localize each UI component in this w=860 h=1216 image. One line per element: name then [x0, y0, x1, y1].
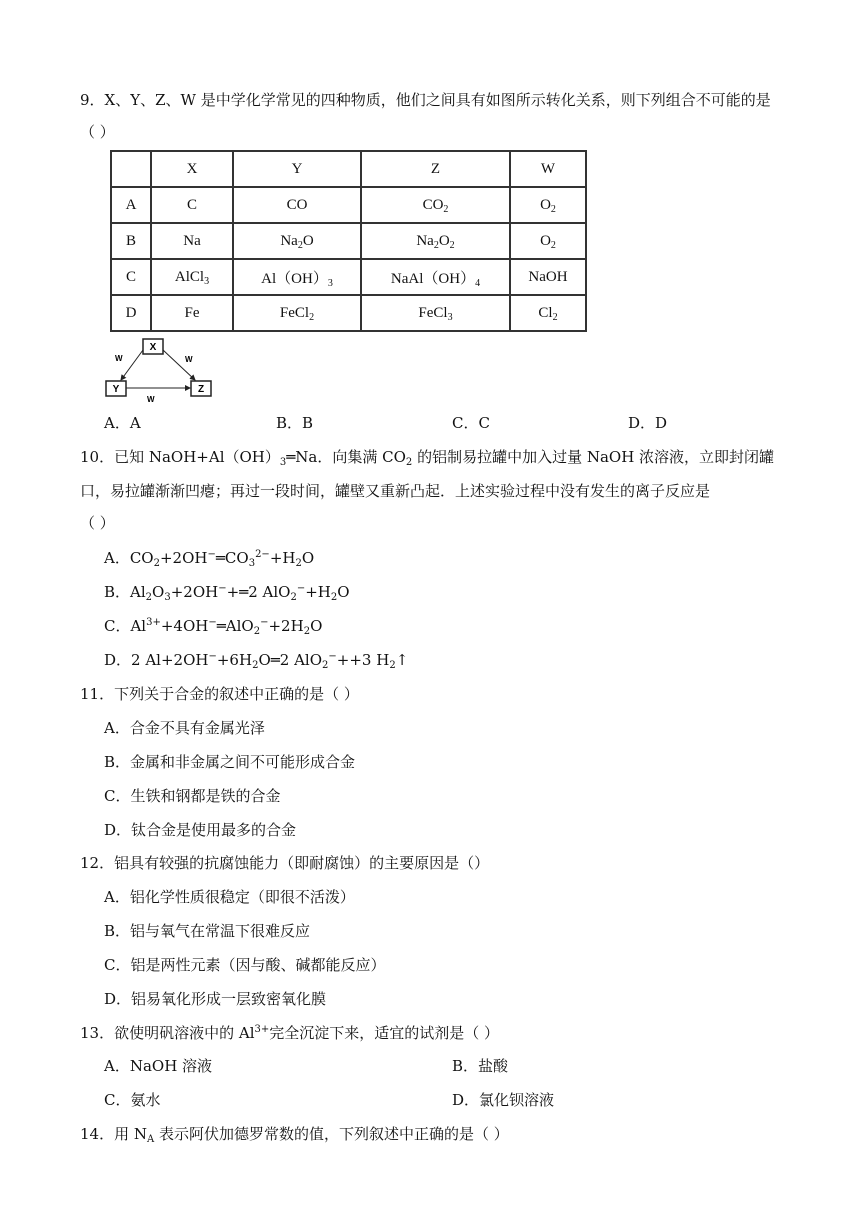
cell-z: $NaAl(OH)_4$ — [361, 259, 510, 295]
diagram-label-y: Y — [112, 384, 120, 395]
q11-option-a: A．合金不具有金属光泽 — [104, 719, 265, 737]
row-label: A — [111, 187, 151, 223]
cell-y: $Na_2O$ — [233, 223, 361, 259]
diagram-label-z: Z — [197, 384, 205, 395]
cell-y: CO — [233, 187, 361, 223]
q10-option-a: A．$CO_2+2OH^-═CO_3^{2-}+H_2O$ — [104, 549, 315, 569]
row-label: B — [111, 223, 151, 259]
q10-stem-line2: 口，易拉罐渐渐凹瘪；再过一段时间，罐壁又重新凸起．上述实验过程中没有发生的离子反应是 — [80, 482, 711, 500]
cell-w: $O_2$ — [510, 223, 586, 259]
q12-option-c: C．铝是两性元素（因与酸、碱都能反应） — [104, 956, 386, 974]
q11-option-d: D．钛合金是使用最多的合金 — [104, 821, 297, 839]
table-row — [111, 259, 586, 295]
q11-option-b: B．金属和非金属之间不可能形成合金 — [104, 753, 356, 771]
q13-option-a: A．NaOH 溶液 — [104, 1057, 213, 1075]
cell-y: $Al(OH)_3$ — [233, 259, 361, 295]
cell-z: FeCl$_3$ — [361, 295, 510, 331]
q9-option-b: B．B — [276, 414, 314, 432]
table-header-row — [111, 151, 586, 187]
table-row — [111, 295, 586, 331]
q12-option-a: A．铝化学性质很稳定（即很不活泼） — [104, 888, 355, 906]
diagram-w-label: W — [185, 355, 193, 364]
q9-stem-line2: （ ） — [80, 123, 115, 141]
row-label: D — [111, 295, 151, 331]
arrow-x-to-y — [121, 350, 143, 380]
q9-option-d: D．D — [628, 414, 668, 432]
conversion-diagram — [103, 336, 223, 406]
q13-option-d: D．氯化钡溶液 — [452, 1091, 555, 1109]
diagram-w-label: W — [115, 354, 123, 363]
cell-w: $O_2$ — [510, 187, 586, 223]
q12-stem: 12．铝具有较强的抗腐蚀能力（即耐腐蚀）的主要原因是（） — [80, 854, 490, 872]
q13-stem: 13．欲使明矾溶液中的 $Al^{3+}$完全沉淀下来，适宜的试剂是（ ） — [80, 1024, 500, 1042]
cell-y: FeCl$_2$ — [233, 295, 361, 331]
cell-z: $CO_2$ — [361, 187, 510, 223]
table-header-cell: Z — [361, 151, 510, 187]
row-label: C — [111, 259, 151, 295]
q9-stem-line1: 9．X、Y、Z、W 是中学化学常见的四种物质，他们之间具有如图所示转化关系，则下列组合不可能的是 — [80, 91, 771, 109]
cell-w: $Cl_2$ — [510, 295, 586, 331]
q11-stem: 11．下列关于合金的叙述中正确的是（ ） — [80, 685, 359, 703]
q14-stem: 14．用 $N_A$ 表示阿伏加德罗常数的值，下列叙述中正确的是（ ） — [80, 1125, 509, 1145]
table-header-cell: X — [151, 151, 233, 187]
table-row — [111, 187, 586, 223]
q9-table — [110, 150, 587, 332]
table-header-cell: Y — [233, 151, 361, 187]
cell-x: C — [151, 187, 233, 223]
q11-option-c: C．生铁和钢都是铁的合金 — [104, 787, 281, 805]
cell-x: Na — [151, 223, 233, 259]
cell-w: NaOH — [510, 259, 586, 295]
q10-option-c: C．$Al^{3+}+4OH^-═AlO_2^-+2H_2O$ — [104, 617, 323, 637]
cell-x: Fe — [151, 295, 233, 331]
q10-stem-line3: （ ） — [80, 514, 115, 532]
table-row — [111, 223, 586, 259]
q10-option-d: D．2 $Al+2OH^-+6H_2O═2$ AlO$_2$−++3 $H_2↑$ — [104, 651, 409, 671]
table-header-cell: W — [510, 151, 586, 187]
q10-stem-line1: 10．已知 $NaOH+Al(OH)_3═Na$．向集满 $CO_2$ 的铝制易拉罐中加入过量 NaOH 浓溶液，立即封闭罐 — [80, 448, 775, 468]
q9-option-c: C．C — [452, 414, 490, 432]
diagram-label-x: X — [149, 342, 157, 353]
diagram-w-label: W — [147, 395, 155, 404]
q13-option-c: C．氨水 — [104, 1091, 161, 1109]
q10-option-b: B．$Al_2O_3+2OH^-+═2$ $AlO_2^-+H_2O$ — [104, 583, 350, 603]
q12-option-b: B．铝与氧气在常温下很难反应 — [104, 922, 311, 940]
q9-option-a: A．A — [104, 414, 141, 432]
cell-x: AlCl$_3$ — [151, 259, 233, 295]
q12-option-d: D．铝易氧化形成一层致密氧化膜 — [104, 990, 327, 1008]
q13-option-b: B．盐酸 — [452, 1057, 509, 1075]
table-header-cell — [111, 151, 151, 187]
cell-z: $Na_2O_2$ — [361, 223, 510, 259]
